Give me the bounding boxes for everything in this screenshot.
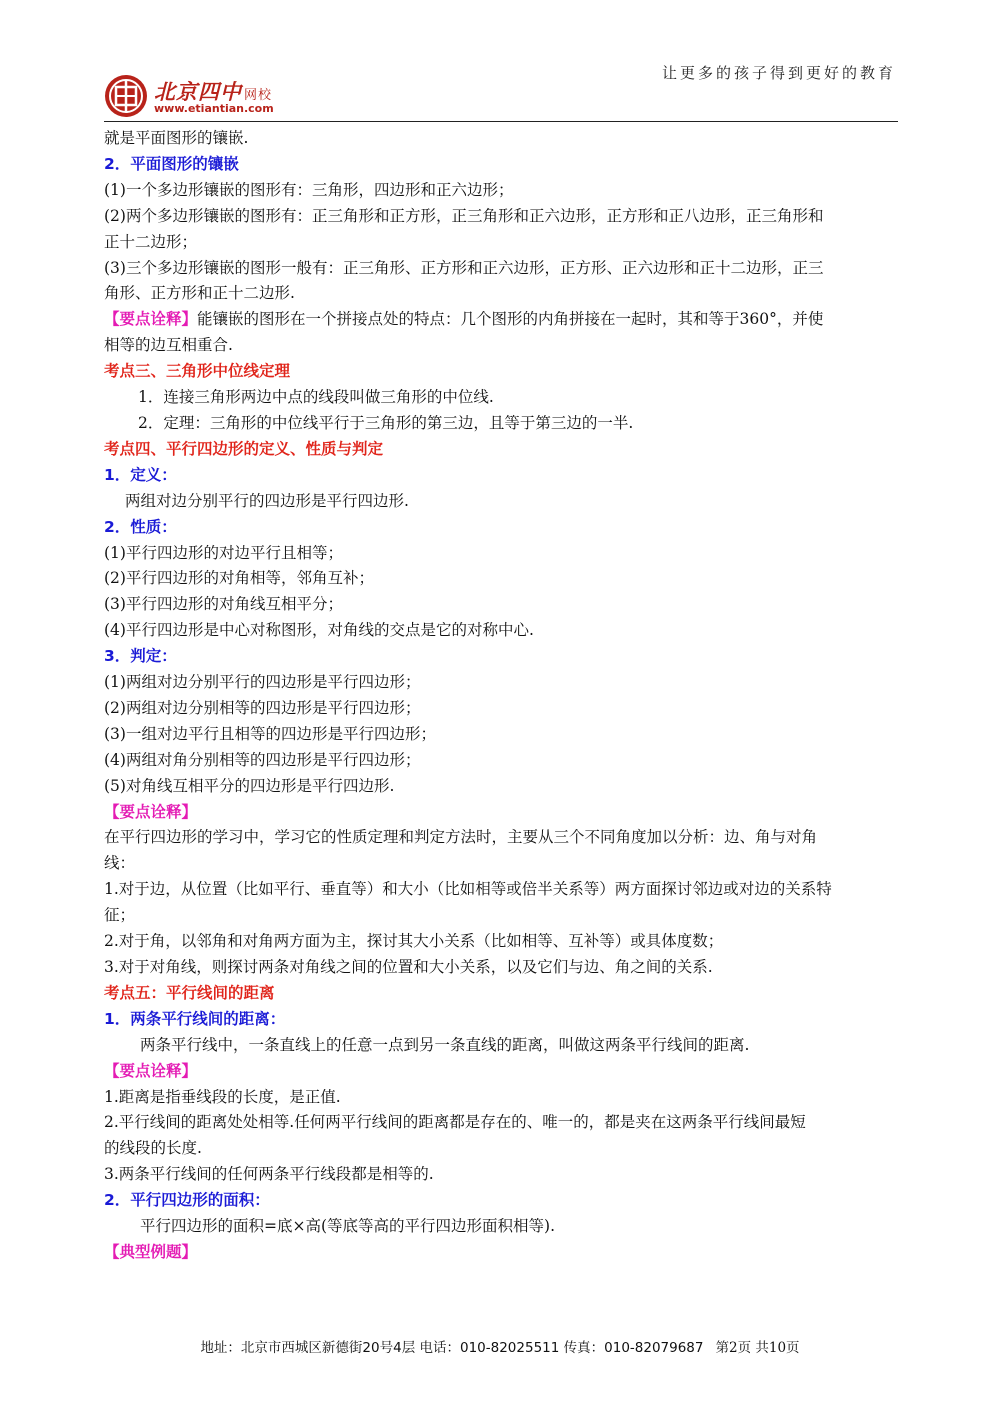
text-line: 3.两条平行线间的任何两条平行线段都是相等的. <box>104 1165 434 1184</box>
text-line: 两条平行线中，一条直线上的任意一点到另一条直线的距离，叫做这两条平行线间的距离. <box>140 1035 750 1054</box>
key-point-tag: 【要点诠释】 <box>104 310 198 329</box>
section-heading: 考点五：平行线间的距离 <box>104 983 275 1002</box>
text-line: 平行四边形的面积=底×高(等底等高的平行四边形面积相等). <box>140 1217 555 1236</box>
text-line: (4)两组对角分别相等的四边形是平行四边形； <box>104 750 421 769</box>
section-heading: 考点三、三角形中位线定理 <box>104 362 291 381</box>
subheading: 1．定义： <box>104 465 177 484</box>
section-heading: 考点四、平行四边形的定义、性质与判定 <box>104 439 384 458</box>
text-line: (2)平行四边形的对角相等，邻角互补； <box>104 569 374 588</box>
school-logo <box>104 74 404 120</box>
text-line: 两组对边分别平行的四边形是平行四边形. <box>125 491 409 510</box>
text-line: 线： <box>104 854 136 873</box>
text-line: 相等的边互相重合. <box>104 336 233 355</box>
text-line: 征； <box>104 906 136 925</box>
document-body <box>104 126 904 1266</box>
key-point-tag: 【要点诠释】 <box>104 1061 198 1080</box>
header-slogan: 让更多的孩子得到更好的教育 <box>661 64 896 82</box>
text-line: (4)平行四边形是中心对称图形，对角线的交点是它的对称中心. <box>104 621 534 640</box>
text-line: 1.对于边，从位置（比如平行、垂直等）和大小（比如相等或倍半关系等）两方面探讨邻边或对边的关系特 <box>104 880 832 899</box>
text-line: 2．定理：三角形的中位线平行于三角形的第三边，且等于第三边的一半. <box>138 413 634 432</box>
text-line: 2.平行线间的距离处处相等.任何两平行线间的距离都是存在的、唯一的，都是夹在这两条平行线间最短 <box>104 1113 806 1132</box>
brand-url: www.etiantian.com <box>154 102 274 115</box>
text-line: 角形、正方形和正十二边形. <box>104 284 295 303</box>
subheading: 3．判定： <box>104 647 177 666</box>
text-line: 就是平面图形的镶嵌. <box>104 129 249 147</box>
text-line: 1．连接三角形两边中点的线段叫做三角形的中位线. <box>138 388 494 407</box>
text-line: (2)两个多边形镶嵌的图形有：正三角形和正方形，正三角形和正六边形，正方形和正八边形，正三角形和 <box>104 206 824 225</box>
text-line: (3)一组对边平行且相等的四边形是平行四边形； <box>104 724 436 743</box>
text-line: (1)一个多边形镶嵌的图形有：三角形，四边形和正六边形； <box>104 180 514 199</box>
text-line: 【要点诠释】能镶嵌的图形在一个拼接点处的特点：几个图形的内角拼接在一起时，其和等于360°，并使 <box>104 310 824 329</box>
text-line: (5)对角线互相平分的四边形是平行四边形. <box>104 776 395 795</box>
subheading: 1．两条平行线间的距离： <box>104 1009 286 1028</box>
text-line: 在平行四边形的学习中，学习它的性质定理和判定方法时，主要从三个不同角度加以分析：边、角与对角 <box>104 828 818 847</box>
subheading: 2．平面图形的镶嵌 <box>104 154 239 173</box>
text-line: 1.距离是指垂线段的长度，是正值. <box>104 1087 341 1106</box>
text-line: (2)两组对边分别相等的四边形是平行四边形； <box>104 698 421 717</box>
text-line: (3)三个多边形镶嵌的图形一般有：正三角形、正方形和正六边形，正方形、正六边形和正十二边形，正三 <box>104 258 824 277</box>
key-point-tag: 【要点诠释】 <box>104 802 198 821</box>
brand-name: 北京四中 网校 <box>154 79 273 104</box>
text-line: 3.对于对角线，则探讨两条对角线之间的位置和大小关系，以及它们与边、角之间的关系. <box>104 958 713 976</box>
text-line: (3)平行四边形的对角线互相平分； <box>104 595 343 614</box>
school-emblem-icon <box>104 74 148 118</box>
text-line: (1)两组对边分别平行的四边形是平行四边形； <box>104 673 421 692</box>
key-point-tag: 【典型例题】 <box>104 1242 198 1261</box>
page-footer <box>0 1336 1000 1356</box>
text-line: 2.对于角，以邻角和对角两方面为主，探讨其大小关系（比如相等、互补等）或具体度数； <box>104 932 724 951</box>
brand-sub: 网校 <box>244 88 273 103</box>
footer-address: 地址：北京市西城区新德街20号4层 电话：010-82025511 传真：010-82079687 <box>200 1340 704 1356</box>
header-divider <box>104 121 898 122</box>
subheading: 2．性质： <box>104 517 177 536</box>
text-line: (1)平行四边形的对边平行且相等； <box>104 543 343 562</box>
text-line: 的线段的长度. <box>104 1139 202 1158</box>
text-line: 正十二边形； <box>104 232 198 251</box>
page-number: 第2页 共10页 <box>715 1340 800 1356</box>
subheading: 2．平行四边形的面积： <box>104 1191 270 1210</box>
